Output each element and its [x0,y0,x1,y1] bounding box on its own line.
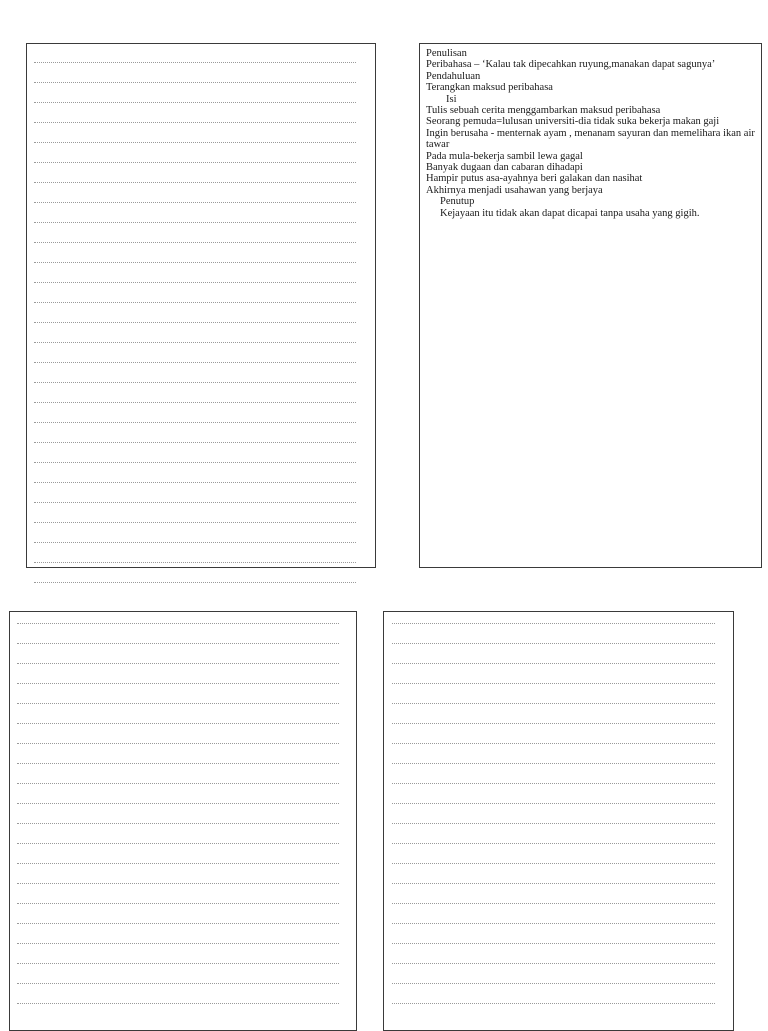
writing-line-bottom-left [17,683,339,684]
writing-line-top-left [34,302,356,303]
writing-line-bottom-right [392,823,715,824]
writing-line-bottom-right [392,723,715,724]
outline-line: Penulisan [426,48,467,59]
writing-line-bottom-left [17,923,339,924]
writing-line-bottom-right [392,903,715,904]
writing-line-bottom-right [392,763,715,764]
writing-line-bottom-left [17,843,339,844]
writing-line-bottom-right [392,663,715,664]
writing-line-top-left [34,102,356,103]
writing-line-bottom-left [17,863,339,864]
writing-line-top-left [34,182,356,183]
outline-line: Hampir putus asa-ayahnya beri galakan dan nasihat [426,173,643,185]
writing-line-bottom-right [392,1003,715,1004]
writing-line-bottom-right [392,863,715,864]
outline-line: Terangkan maksud peribahasa [426,82,553,94]
writing-line-bottom-right [392,943,715,944]
writing-line-bottom-left [17,703,339,704]
essay-outline [426,48,756,219]
writing-line-bottom-right [392,843,715,844]
outline-line: Ingin berusaha - menternak ayam , menanam sayuran dan memelihara ikan air tawar [426,127,755,151]
writing-line-top-left [34,122,356,123]
writing-line-bottom-left [17,803,339,804]
lined-writing-box-bottom-left [9,611,357,1031]
writing-line-top-left [34,382,356,383]
writing-line-top-left [34,522,356,523]
writing-line-bottom-right [392,683,715,684]
writing-line-top-left [34,82,356,83]
writing-line-bottom-left [17,723,339,724]
writing-line-bottom-right [392,743,715,744]
outline-line: Peribahasa – ‘Kalau tak dipecahkan ruyung,manakan dapat sagunya’ [426,59,716,71]
writing-line-top-left [34,222,356,223]
writing-line-bottom-left [17,663,339,664]
writing-line-top-left [34,402,356,403]
writing-line-top-left [34,462,356,463]
writing-line-top-left [34,282,356,283]
writing-line-top-left [34,362,356,363]
writing-line-top-left [34,262,356,263]
writing-line-top-left [34,562,356,563]
writing-line-bottom-left [17,963,339,964]
outline-line: Seorang pemuda=lulusan universiti-dia tidak suka bekerja makan gaji [426,116,720,128]
writing-line-bottom-left [17,983,339,984]
essay-outline-box [419,43,762,568]
writing-line-bottom-right [392,783,715,784]
outline-line: Penutup [440,196,475,208]
outline-line: Tulis sebuah cerita menggambarkan maksud peribahasa [426,105,661,117]
writing-line-bottom-right [392,963,715,964]
writing-line-bottom-left [17,943,339,944]
writing-line-bottom-right [392,803,715,804]
writing-line-bottom-right [392,643,715,644]
writing-line-bottom-left [17,763,339,764]
writing-line-top-left [34,442,356,443]
writing-line-bottom-left [17,823,339,824]
writing-line-top-left [34,322,356,323]
outline-line: Kejayaan itu tidak akan dapat dicapai tanpa usaha yang gigih. [440,207,700,219]
writing-line-bottom-left [17,1003,339,1004]
outline-line: Isi [446,93,457,105]
lined-writing-box-bottom-right [383,611,734,1031]
outline-line: Pada mula-bekerja sambil lewa gagal [426,150,583,162]
writing-line-top-left [34,422,356,423]
writing-line-top-left [34,342,356,343]
writing-line-bottom-left [17,643,339,644]
writing-line-bottom-left [17,783,339,784]
writing-line-bottom-right [392,623,715,624]
writing-line-top-left [34,582,356,583]
writing-line-bottom-left [17,903,339,904]
writing-line-bottom-left [17,623,339,624]
writing-line-top-left [34,482,356,483]
writing-line-top-left [34,242,356,243]
writing-line-bottom-right [392,983,715,984]
writing-line-top-left [34,202,356,203]
writing-line-bottom-right [392,703,715,704]
writing-line-top-left [34,502,356,503]
writing-line-bottom-right [392,883,715,884]
writing-line-bottom-left [17,883,339,884]
outline-line: Akhirnya menjadi usahawan yang berjaya [426,184,603,196]
outline-line: Pendahuluan [426,70,481,82]
outline-line: Banyak dugaan dan cabaran dihadapi [426,162,583,174]
writing-line-bottom-right [392,923,715,924]
writing-line-top-left [34,542,356,543]
writing-line-top-left [34,162,356,163]
writing-line-top-left [34,62,356,63]
writing-line-top-left [34,142,356,143]
writing-line-bottom-left [17,743,339,744]
